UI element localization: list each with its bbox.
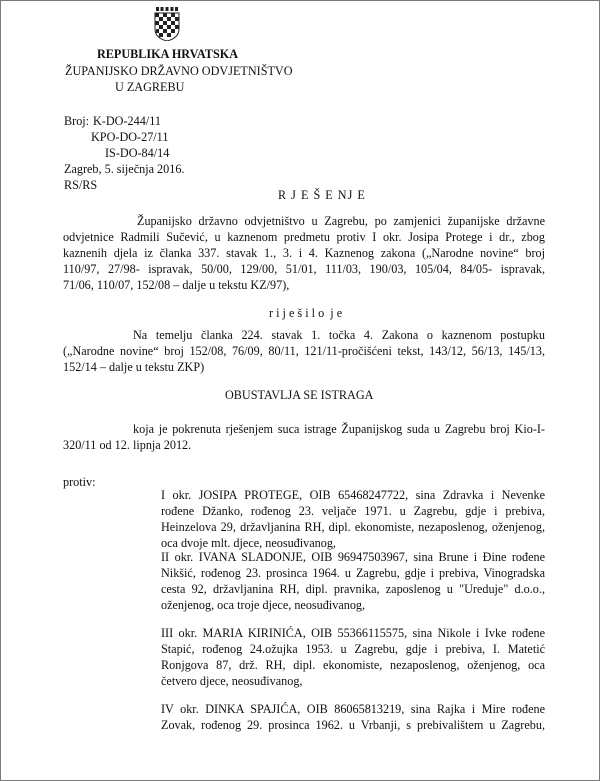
defendant-line: Heinzelova 29, državljanina RH, dipl. ekonomiste, nezaposlenog, oženjenog, <box>161 520 545 534</box>
basis-line: 152/14 – dalje u tekstu ZKP) <box>63 360 205 374</box>
defendant-line: I okr. JOSIPA PROTEGE, OIB 65468247722, sina Zdravka i Nevenke <box>161 488 545 502</box>
basis-line: Na temelju članka 224. stavak 1. točka 4. Zakona o kaznenom postupku <box>133 328 545 342</box>
defendant-entry <box>161 549 545 613</box>
intro-line: odvjetnice Radmili Sučević, u kaznenom predmetu protiv I okr. Josipa Protege i dr., zbog <box>63 230 545 244</box>
investigation-line: koja je pokrenuta rješenjem suca istrage Županijskog suda u Zagrebu broj Kio-I- <box>133 422 545 436</box>
document-title: R J E Š E NJ E <box>278 188 366 202</box>
intro-line: 110/97, 27/98- ispravak, 50/00, 129/00, 51/01, 111/03, 190/03, 105/04, 84/05- ispravak, <box>63 262 545 276</box>
investigation-line: 320/11 od 12. lipnja 2012. <box>63 438 192 452</box>
decision-heading: OBUSTAVLJA SE ISTRAGA <box>225 388 374 402</box>
legal-basis-paragraph <box>63 327 545 375</box>
defendant-line: Ronjgova 87, drž. RH, dipl. ekonomiste, nezaposlenog, oženjenog, oca <box>161 658 545 672</box>
defendant-line: Nikšić, rođenog 23. prosinca 1964. u Zagrebu, gdje i prebiva, Vinogradska <box>161 566 545 580</box>
defendant-line: II okr. IVANA SLADONJE, OIB 96947503967, sina Brune i Đine rođene <box>161 550 545 564</box>
document-initials: RS/RS <box>64 178 98 192</box>
document-date: Zagreb, 5. siječnja 2016. <box>64 162 185 176</box>
defendant-line: oca dvoje mlt. djece, neosuđivanog, <box>161 536 336 550</box>
investigation-paragraph <box>63 421 545 453</box>
defendant-line: četvero djece, neosuđivanog, <box>161 674 303 688</box>
defendant-line: III okr. MARIA KIRINIĆA, OIB 55366115575, sina Nikole i Ivke rođene <box>161 626 545 640</box>
intro-paragraph <box>63 213 545 293</box>
intro-line: 71/06, 110/07, 152/08 – dalje u tekstu KZ/97), <box>63 278 290 292</box>
defendant-line: rođene Džanko, rođenog 23. veljače 1971. u Zagrebu, gdje i prebiva, <box>161 504 545 518</box>
intro-line: kaznenih djela iz članka 337. stavak 1., 3. i 4. Kaznenog zakona („Narodne novine“ broj <box>63 246 545 260</box>
defendant-line: Zovak, rođenog 29. prosinca 1962. u Vrbanji, s prebivalištem u Zagrebu, <box>161 718 545 732</box>
case-number-2: KPO-DO-27/11 <box>91 130 169 144</box>
against-label: protiv: <box>63 475 96 489</box>
case-number-label: Broj: <box>64 114 90 128</box>
defendant-entry <box>161 625 545 689</box>
croatian-coat-of-arms-icon <box>154 7 180 41</box>
defendant-entry <box>161 701 545 733</box>
case-number-1: K-DO-244/11 <box>93 114 161 128</box>
defendant-line: oženjenog, oca troje djece, neosuđivanog, <box>161 598 366 612</box>
office-city: U ZAGREBU <box>115 80 185 94</box>
office-name: ŽUPANIJSKO DRŽAVNO ODVJETNIŠTVO <box>65 64 293 78</box>
defendant-line: cesta 92, državljanina RH, dipl. pravnika, zaposlenog u "Ureduje" d.o.o., <box>161 582 545 596</box>
defendant-line: Stapić, rođenog 24.ožujka 1953. u Zagrebu, gdje i prebiva, I. Matetić <box>161 642 545 656</box>
resolved-heading: r i j e š i l o j e <box>269 306 343 320</box>
republic-heading: REPUBLIKA HRVATSKA <box>97 47 238 61</box>
basis-line: („Narodne novine“ broj 152/08, 76/09, 80/11, 121/11-pročišćeni tekst, 143/12, 56/13, 145/13, <box>63 344 545 358</box>
intro-line: Županijsko državno odvjetništvo u Zagrebu, po zamjenici županijske državne <box>137 214 545 228</box>
case-number-3: IS-DO-84/14 <box>105 146 170 160</box>
defendant-line: IV okr. DINKA SPAJIĆA, OIB 86065813219, sina Rajka i Mire rođene <box>161 702 545 716</box>
defendant-entry <box>161 487 545 551</box>
